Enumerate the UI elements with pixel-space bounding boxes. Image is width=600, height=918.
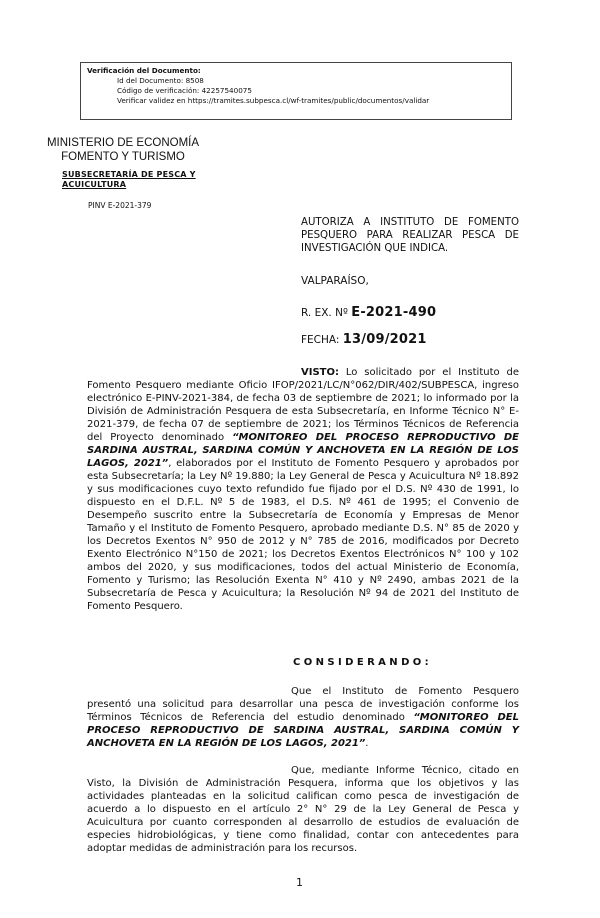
p1-text-b: . <box>365 738 369 749</box>
p2-text: Que, mediante Informe Técnico, citado en Visto, la División de Administración Pesquera, informa que los objetivos y las actividades planteadas en la solicitud califican como pesca de investigación de acuerdo a lo dispuesto en el artículo 2° N° 29 de la Ley General de Pesca y Acuicultura por cuanto corresponden al desarrollo de estudios de evaluación de especies hidrobiológicas, y tiene como finalidad, contar con antecedentes para adoptar medidas de administración para los recursos. <box>87 765 519 854</box>
verification-box <box>80 62 512 120</box>
verification-list <box>87 76 505 106</box>
p1-text-a: Que el Instituto de Fomento Pesquero presentó una solicitud para desarrollar una pesca de investigación conforme los Términos Técnicos de Referencia del estudio denominado <box>87 686 519 723</box>
considerando-paragraph-2 <box>87 764 519 855</box>
ministry-heading <box>38 136 208 164</box>
rex-number: E-2021-490 <box>351 305 437 320</box>
verification-title: Verificación del Documento: <box>87 66 201 75</box>
rex-label: R. EX. Nº <box>301 307 348 319</box>
subsecretaria-heading <box>62 170 196 190</box>
visto-project-name: “MONITOREO DEL PROCESO REPRODUCTIVO DE SARDINA AUSTRAL, SARDINA COMÚN Y ANCHOVETA EN LA REGIÓN DE LOS LAGOS, 2021” <box>87 432 519 469</box>
p1-project-name: “MONITOREO DEL PROCESO REPRODUCTIVO DE SARDINA AUSTRAL, SARDINA COMÚN Y ANCHOVETA EN LA REGIÓN DE LOS LAGOS, 2021” <box>87 712 519 749</box>
date-line <box>301 332 427 347</box>
subsecretaria-line-1: SUBSECRETARÍA DE PESCA Y <box>62 170 196 179</box>
resolution-number-line <box>301 305 436 320</box>
resolution-subject: AUTORIZA A INSTITUTO DE FOMENTO PESQUERO PARA REALIZAR PESCA DE INVESTIGACIÓN QUE INDICA. <box>301 217 519 254</box>
page-number: 1 <box>296 876 303 889</box>
visto-text-b: , elaborados por el Instituto de Fomento Pesquero y aprobados por esta Subsecretaría; la Ley Nº 19.880; la Ley General de Pesca y Acuicultura Nº 18.892 y sus modificaciones cuyo texto refundido fue fijado por el D.S. Nº 430 de 1991, lo dispuesto en el D.F.L. Nº 5 de 1983, el D.S. Nº 461 de 1995; el Convenio de Desempeño suscrito entre la Subsecretaría de Economía y Empresas de Menor Tamaño y el Instituto de Fomento Pesquero, aprobado mediante D.S. N° 85 de 2020 y los Decretos Exentos N° 950 de 2012 y N° 785 de 2016, modificados por Decreto Exento Electrónico N°150 de 2021; los Decretos Exentos Electrónicos N° 100 y 102 ambos del 2020, y sus modificaciones, todos del actual Ministerio de Economía, Fomento y Turismo; las Resolución Exenta N° 410 y Nº 2490, ambas 2021 de la Subsecretaría de Pesca y Acuicultura; la Resolución Nº 94 de 2021 del Instituto de Fomento Pesquero. <box>87 458 519 612</box>
subsecretaria-line-2: ACUICULTURA <box>62 180 127 189</box>
visto-label: VISTO: <box>301 367 339 378</box>
place-line: VALPARAÍSO, <box>301 275 369 287</box>
considerando-paragraph-1 <box>87 685 519 750</box>
visto-paragraph <box>87 366 519 613</box>
verification-code: • Código de verificación: 42257540075 <box>117 86 505 96</box>
ministry-line-2: FOMENTO Y TURISMO <box>61 151 185 163</box>
verification-url[interactable]: • Verificar validez en https://tramites.subpesca.cl/wf-tramites/public/documentos/validar <box>117 96 505 106</box>
verification-id: • Id del Documento: 8508 <box>117 76 505 86</box>
fecha-label: FECHA: <box>301 334 340 346</box>
pinv-reference: PINV E-2021-379 <box>88 201 152 210</box>
fecha-value: 13/09/2021 <box>342 332 427 347</box>
considerando-title: CONSIDERANDO: <box>293 657 433 668</box>
visto-text-a: Lo solicitado por el Instituto de Fomento Pesquero mediante Oficio IFOP/2021/LC/N°062/DIR/402/SUBPESCA, ingreso electrónico E-PINV-2021-384, de fecha 03 de septiembre de 2021; lo informado por la División de Administración Pesquera de esta Subsecretaría, en Informe Técnico N° E-2021-379, de fecha 07 de septiembre de 2021; los Términos Técnicos de Referencia del Proyecto denominado <box>87 367 519 443</box>
ministry-line-1: MINISTERIO DE ECONOMÍA <box>46 137 200 149</box>
